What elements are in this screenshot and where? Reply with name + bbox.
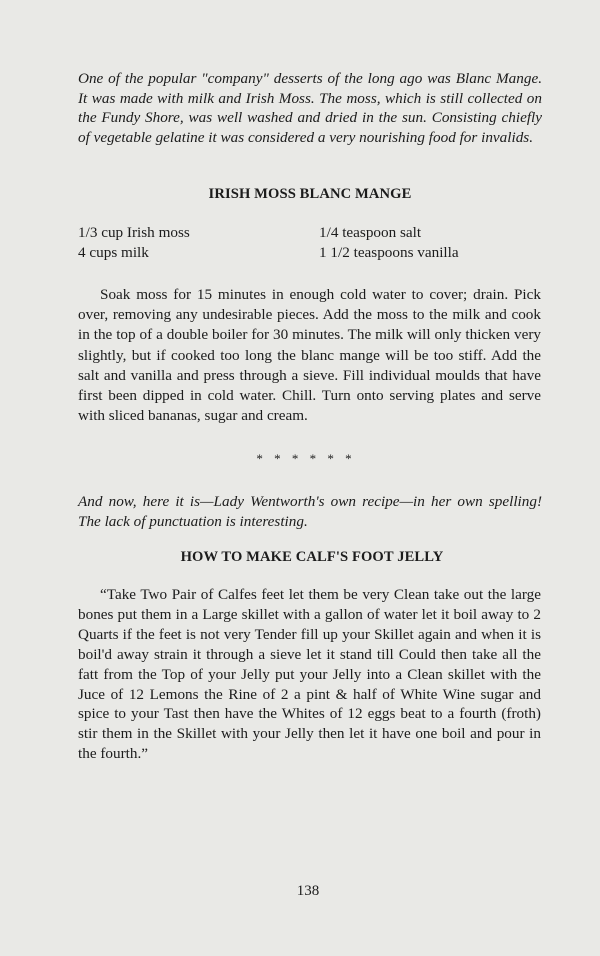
ingredient-item: 4 cups milk bbox=[78, 244, 149, 261]
section-separator: * * * * * * bbox=[256, 451, 356, 466]
recipe-title-blanc-mange: IRISH MOSS BLANC MANGE bbox=[208, 186, 412, 202]
intro-paragraph: One of the popular "company" desserts of the long ago was Blanc Mange. It was made with milk and Irish Moss. The moss, which is still collected on the Fundy Shore, was well washed and dried in the sun. Consisting chiefly of vegetable gelatine it was considered a very nourishing food for invalids. bbox=[78, 70, 542, 146]
ingredient-item: 1 1/2 teaspoons vanilla bbox=[319, 244, 459, 261]
method-paragraph: Soak moss for 15 minutes in enough cold water to cover; drain. Pick over, removing any undesirable pieces. Add the moss to the milk and cook in the top of a double boiler for 30 minutes. The milk will only thicken very slightly, but if cooked too long the blanc mange will be too stiff. Add the salt and vanilla and press through a sieve. Fill individual moulds that have first been dipped in cold water. Chill. Turn onto serving plates and serve with sliced bananas, sugar and cream. bbox=[78, 286, 541, 425]
ingredient-item: 1/4 teaspoon salt bbox=[319, 224, 422, 241]
ingredients-list bbox=[78, 223, 548, 263]
intro-paragraph-2: And now, here it is—Lady Wentworth's own recipe—in her own spelling! The lack of punctuation is interesting. bbox=[78, 493, 542, 530]
recipe-title-calfs-foot-jelly: HOW TO MAKE CALF'S FOOT JELLY bbox=[180, 549, 444, 565]
ingredient-row bbox=[78, 243, 548, 263]
ingredient-row bbox=[78, 223, 548, 243]
ingredient-item: 1/3 cup Irish moss bbox=[78, 224, 190, 241]
page-number: 138 bbox=[296, 883, 320, 899]
recipe-quote-paragraph: “Take Two Pair of Calfes feet let them be very Clean take out the large bones put them in a Large skillet with a gallon of water let it boil away to 2 Quarts if the feet is not very Tender fill up your Skillet again and when it is boil'd away strain it through a sieve let it stand till Could then take all the fatt from the Top of your Jelly put your Jelly into a Clean skillet with the Juce of 12 Lemons the Rine of 2 a pint & half of White Wine sugar and spice to your Tast then have the Whites of 12 eggs beat to a fourth (froth) stir them in the Skillet with your Jelly then let it have one boil and pour in the fourth.” bbox=[78, 586, 541, 763]
